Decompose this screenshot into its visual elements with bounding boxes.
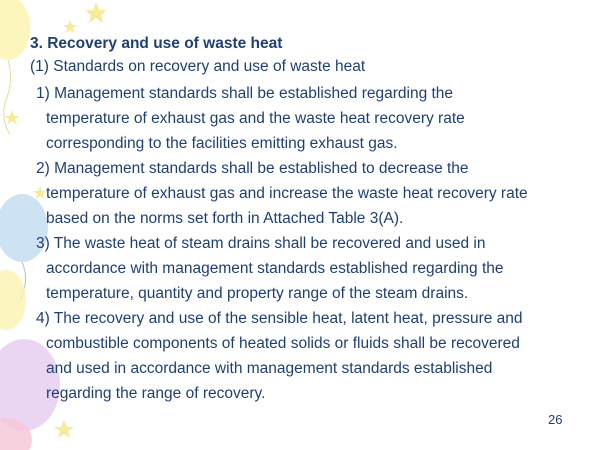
item-line: 3) The waste heat of steam drains shall be recovered and used in [36,235,486,252]
section-subheading: (1) Standards on recovery and use of waste heat [30,58,366,75]
list-item [36,231,576,306]
item-line: temperature of exhaust gas and the waste heat recovery rate [46,110,465,127]
list-item [36,81,576,156]
item-line: temperature of exhaust gas and increase the waste heat recovery rate [46,185,528,202]
item-line: regarding the range of recovery. [46,385,266,402]
item-line: based on the norms set forth in Attached Table 3(A). [46,210,404,227]
item-line: temperature, quantity and property range of the steam drains. [46,285,469,302]
item-line: 1) Management standards shall be established regarding the [36,85,454,102]
item-line: combustible components of heated solids or fluids shall be recovered [46,335,520,352]
item-line: corresponding to the facilities emitting exhaust gas. [46,135,398,152]
item-line: and used in accordance with management standards established [46,360,493,377]
item-line: 4) The recovery and use of the sensible heat, latent heat, pressure and [36,310,523,327]
list-item [36,156,576,231]
item-line: accordance with management standards established regarding the [46,260,504,277]
list-item [36,306,576,406]
slide-heading: 3. Recovery and use of waste heat [30,35,283,52]
page-number: 26 [548,412,563,427]
item-line: 2) Management standards shall be established to decrease the [36,160,469,177]
